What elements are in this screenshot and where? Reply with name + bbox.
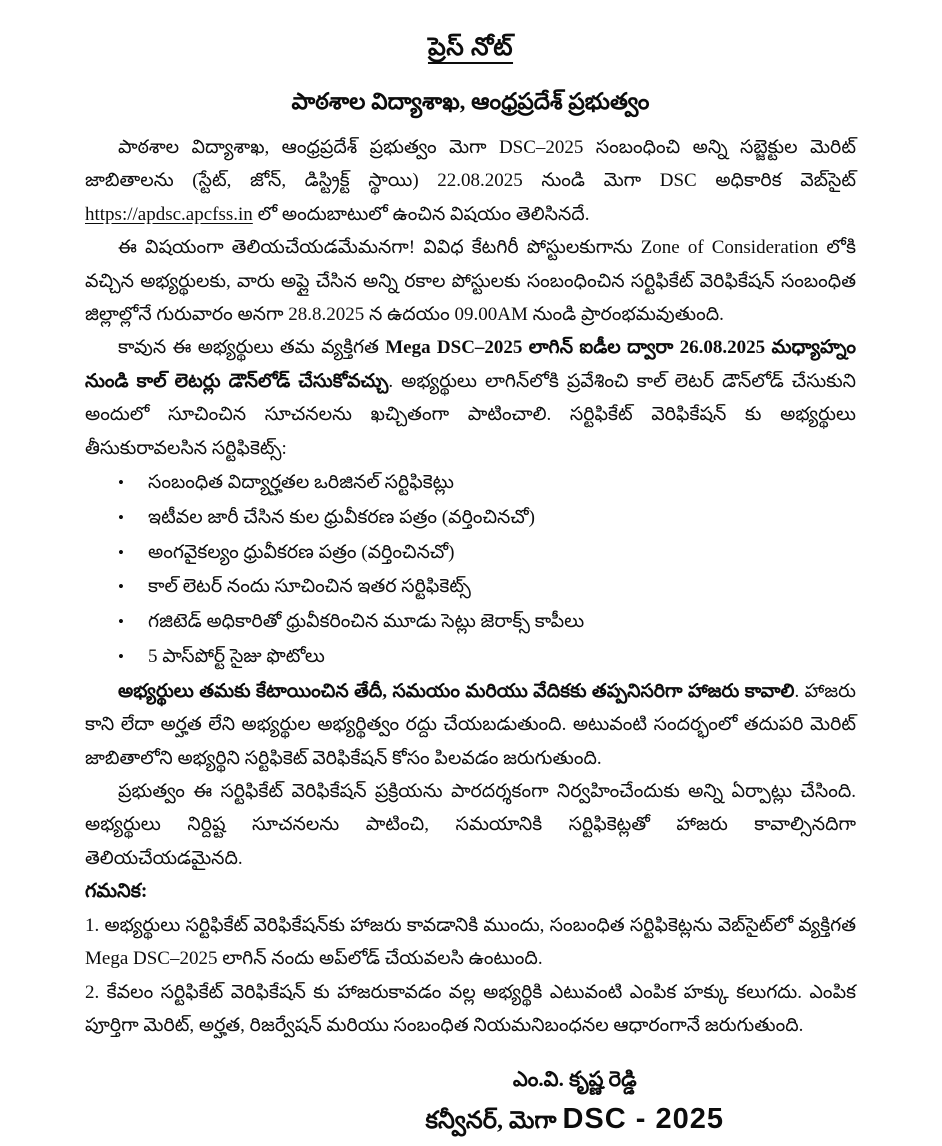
list-item: [85, 570, 856, 605]
signatory-name: ఎం.వి. కృష్ణ రెడ్డి: [512, 1067, 637, 1092]
certificate-item-text: అంగవైకల్యం ధ్రువీకరణ పత్రం (వర్తించినచో): [148, 541, 455, 563]
list-item: [85, 605, 856, 640]
bullet-icon: •: [118, 577, 124, 597]
paragraph-attendance-tail: . హాజరు కాని లేదా అర్హత లేని అభ్యర్థుల అభ్యర్థిత్వం రద్దు చేయబడుతుంది. అటువంటి సందర్భంలో తదుపరి మెరిట్ జాబితాలోని అభ్యర్థిని సర్టిఫికెట్ వెరిఫికేషన్ కోసం పిలవడం జరుగుతుంది.: [85, 680, 856, 769]
certificate-item-text: గజిటెడ్ అధికారితో ధ్రువీకరించిన మూడు సెట్లు జెరాక్స్ కాపీలు: [148, 611, 585, 633]
bullet-icon: •: [118, 473, 124, 493]
bullet-icon: •: [118, 612, 124, 632]
certificate-item-text: 5 పాస్‌పోర్ట్ సైజు ఫొటోలు: [148, 646, 325, 668]
signatory-designation-latin: DSC - 2025: [562, 1103, 724, 1136]
bullet-icon: •: [118, 542, 124, 562]
certificate-item-text: ఇటీవల జారీ చేసిన కుల ధ్రువీకరణ పత్రం (వర్తించినచో): [148, 506, 535, 528]
attendance-mandatory-bold: అభ్యర్థులు తమకు కేటాయించిన తేదీ, సమయం మరియు వేదికకు తప్పనిసరిగా హాజరు కావాలి: [118, 680, 795, 702]
paragraph-call-letters: [85, 331, 856, 465]
signatory-designation-telugu: కన్వీనర్, మెగా: [425, 1108, 563, 1135]
signatory-designation: [426, 1100, 724, 1140]
list-item: [85, 501, 856, 536]
department-heading: పాఠశాల విద్యాశాఖ, ఆంధ్రప్రదేశ్ ప్రభుత్వం: [291, 89, 650, 114]
paragraph-attendance-mandatory: [85, 675, 856, 775]
note-item-2: 2. కేవలం సర్టిఫికేట్ వెరిఫికేషన్ కు హాజరుకావడం వల్ల అభ్యర్థికి ఎటువంటి ఎంపిక హక్కు కలుగదు. ఎంపిక పూర్తిగా మెరిట్, అర్హత, రిజర్వేషన్ మరియు సంబంధిత నియమనిబంధనల ఆధారంగానే జరుగుతుంది.: [85, 981, 856, 1036]
paragraph-call-letters-start: కావున ఈ అభ్యర్థులు తమ వ్యక్తిగత: [118, 337, 386, 359]
note-item-1: 1. అభ్యర్థులు సర్టిఫికేట్ వెరిఫికేషన్‌కు హాజరు కావడానికి ముందు, సంబంధిత సర్టిఫికెట్లను వెబ్‌సైట్‌లో వ్యక్తిగత Mega DSC–2025 లాగిన్ నందు అప్‌లోడ్ చేయవలసి ఉంటుంది.: [85, 914, 856, 970]
list-item: [85, 640, 856, 675]
certificate-item-text: కాల్ లెటర్ నందు సూచించిన ఇతర సర్టిఫికెట్స్: [148, 576, 471, 598]
certificates-list: [85, 466, 856, 675]
paragraph-merit-lists-text: పాఠశాల విద్యాశాఖ, ఆంధ్రప్రదేశ్ ప్రభుత్వం మెగా DSC–2025 సంబంధించి అన్ని సబ్జెక్టుల మెరిట్ జాబితాలను (స్టేట్, జోన్, డిస్ట్రిక్ట్ స్థాయి) 22.08.2025 నుండి మెగా DSC అధికారిక వెబ్‌సైట్: [85, 137, 856, 192]
note-label: గమనిక:: [85, 881, 148, 903]
website-link[interactable]: https://apdsc.apcfss.in: [85, 203, 253, 225]
list-item: [85, 466, 856, 501]
paragraph-merit-lists-tail: లో అందుబాటులో ఉంచిన విషయం తెలిసినదే.: [252, 203, 590, 225]
call-letter-download-bold: Mega DSC–2025 లాగిన్ ఐడీల ద్వారా 26.08.2025 మధ్యాహ్నం నుండి కాల్ లెటర్లు డౌన్‌లోడ్ చేసుకోవచ్చు: [85, 337, 856, 392]
list-item: [85, 536, 856, 571]
page-title: [85, 34, 856, 68]
paragraph-transparency: ప్రభుత్వం ఈ సర్టిఫికేట్ వెరిఫికేషన్ ప్రక్రియను పారదర్శకంగా నిర్వహించేందుకు అన్ని ఏర్పాట్లు చేసింది. అభ్యర్థులు నిర్దిష్ట సూచనలను పాటించి, సమయానికి సర్టిఫికెట్లతో హాజరు కావాల్సినదిగా తెలియచేయడమైనది.: [85, 781, 856, 869]
paragraph-call-letters-end: . అభ్యర్థులు లాగిన్‌లోకి ప్రవేశించి కాల్ లెటర్ డౌన్‌లోడ్ చేసుకుని అందులో సూచించిన సూచనలను ఖచ్చితంగా పాటించాలి. సర్టిఫికేట్ వెరిఫికేషన్ కు అభ్యర్థులు తీసుకురావలసిన సర్టిఫికెట్స్:: [85, 370, 856, 459]
certificate-item-text: సంబంధిత విద్యార్హతల ఒరిజినల్ సర్టిఫికెట్లు: [148, 472, 454, 494]
page-title-text: ప్రెస్ నోట్: [427, 34, 514, 61]
bullet-icon: •: [118, 507, 124, 527]
paragraph-verification-schedule: ఈ విషయంగా తెలియచేయడమేమనగా! వివిధ కేటగిరీ పోస్టులకుగాను Zone of Consideration లోకి వచ్చిన అభ్యర్థులకు, వారు అప్లై చేసిన అన్ని రకాల పోస్టులకు సంబంధించిన సర్టిఫికేట్ వెరిఫికేషన్ సంబంధిత జిల్లాల్లోనే గురువారం అనగా 28.8.2025 న ఉదయం 09.00AM నుండి ప్రారంభమవుతుంది.: [85, 237, 856, 326]
bullet-icon: •: [118, 647, 124, 667]
signature-block: [426, 1064, 724, 1140]
paragraph-merit-lists: [85, 131, 856, 231]
